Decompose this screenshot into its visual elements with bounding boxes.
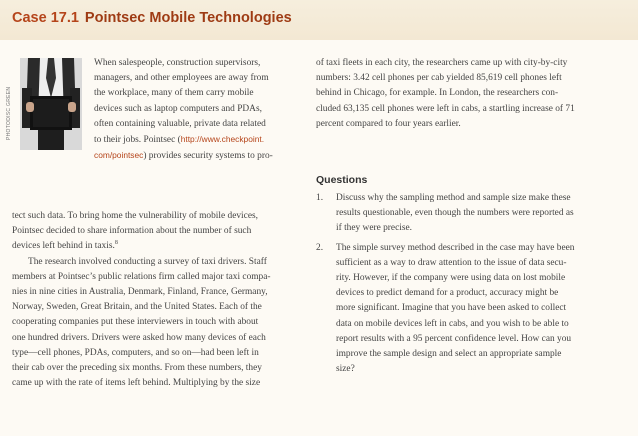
text-line: members at Pointsec’s public relations firm called major taxi compa- — [12, 271, 271, 282]
pointsec-url-link-continued[interactable]: com/pointsec — [94, 150, 144, 161]
text-line: devices such as laptop computers and PDAs, — [94, 103, 262, 114]
text-line: percent compared to four years earlier. — [316, 118, 461, 129]
text-line: if they were precise. — [336, 223, 413, 234]
left-column-body — [12, 209, 298, 391]
text-line: rity. However, if the company were using data on lost mobile — [336, 273, 566, 284]
text-line: the workplace, many of them carry mobile — [94, 88, 254, 99]
text-line: more significant. Imagine that you have been asked to collect — [336, 303, 567, 314]
questions-heading: Questions — [316, 174, 368, 186]
text-line: When salespeople, construction supervisors, — [94, 58, 261, 68]
case-title — [12, 10, 292, 26]
question-number: 2. — [316, 242, 324, 253]
text-line: managers, and other employees are away from — [94, 73, 269, 84]
text-line: results questionable, even though the numbers were reported as — [336, 208, 574, 219]
text-line-with-link: to their jobs. Pointsec (http://www.checkpoint. — [94, 134, 265, 146]
text-line: numbers: 3.42 cell phones per cab yielded 85,619 cell phones left — [316, 73, 562, 84]
case-number: Case 17.1 — [12, 10, 79, 26]
text-line: cooperating companies put these interviewers in touch with about — [12, 317, 259, 328]
text-line: tect such data. To bring home the vulnerability of mobile devices, — [12, 211, 258, 221]
text-line: size? — [336, 364, 355, 375]
text-line: sufficient as a way to draw attention to the issue of data secu- — [336, 257, 567, 268]
text-line: nies in nine cities in Australia, Denmark, Finland, France, Germany, — [12, 287, 268, 298]
text-line: data on mobile devices left in cabs, and you wish to be able to — [336, 318, 569, 329]
text-line: improve the sample design and select an appropriate sample — [336, 349, 562, 360]
pointsec-url-link[interactable]: http://www.checkpoint. — [180, 134, 265, 145]
text-line: report results with a 95 percent confidence level. How can you — [336, 333, 572, 344]
text-line: The simple survey method described in the case may have been — [336, 242, 575, 253]
text-line: often containing valuable, private data related — [94, 118, 266, 129]
text-line: of taxi fleets in each city, the researchers came up with city-by-city — [316, 58, 568, 68]
text-line: came up with the rate of items left behind. Multiplying by the size — [12, 378, 261, 389]
businessman-holding-laptop-photo — [20, 58, 82, 150]
photo-credit: PHOTODISC GREEN — [6, 86, 12, 140]
text-line: one hundred drivers. Drivers were asked how many devices of each — [12, 332, 266, 343]
text-line: Norway, Sweden, Great Britain, and the United States. Each of the — [12, 302, 262, 313]
questions-list — [316, 191, 606, 381]
footnote-marker: 8 — [114, 240, 118, 247]
text-line: devices left behind in taxis.$^8$ — [12, 240, 118, 252]
text-line: Discuss why the sampling method and sample size make these — [336, 193, 571, 203]
text-line: Pointsec decided to share information about the number of such — [12, 226, 252, 237]
case-name: Pointsec Mobile Technologies — [84, 10, 292, 26]
question-item — [316, 241, 606, 378]
text-line: behind in Chicago, for example. In London, the researchers con- — [316, 88, 559, 99]
question-item — [316, 191, 606, 237]
photo-illustration — [20, 58, 82, 150]
text-line: devices to predict demand for a product, accuracy might be — [336, 288, 559, 299]
right-column-continuation — [316, 56, 606, 132]
text-line-with-link: com/pointsec) provides security systems to pro- — [94, 150, 273, 162]
intro-paragraph-wrapped — [94, 56, 286, 164]
text-line: The research involved conducting a survey of taxi drivers. Staff — [28, 256, 267, 267]
text-line: cluded 63,135 cell phones were left in cabs, a startling increase of 71 — [316, 103, 575, 114]
text-line: type—cell phones, PDAs, computers, and so on—had been left in — [12, 347, 259, 358]
question-number: 1. — [316, 193, 324, 203]
text-line: their cab over the preceding six months. From these numbers, they — [12, 363, 262, 374]
case-header-band — [0, 0, 638, 40]
